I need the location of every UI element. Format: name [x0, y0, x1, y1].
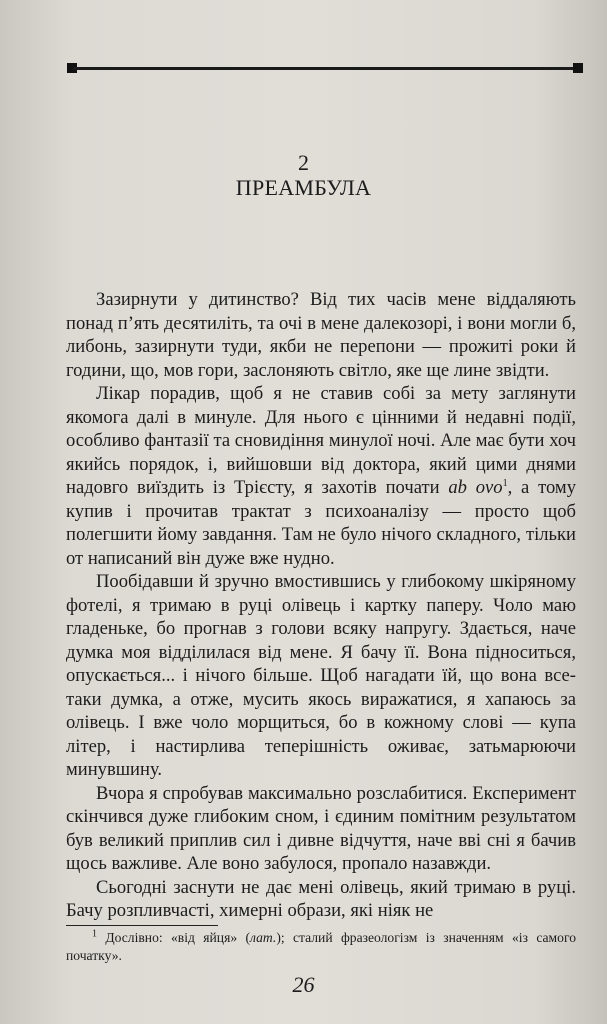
- paragraph-4: [66, 782, 576, 876]
- paragraph-text: Лікар порадив, щоб я не ставив собі за мету заглянути якомога далі в минуле. Для нього є цінними й недавні події, особливо фантазії та сновидіння минулої ночі. Але має бути хоч якийсь порядок, і, вийшовши від доктора, який цими днями надовго виїздить із Трієсту, я захотів почати: [66, 383, 576, 498]
- footnote-divider: [66, 925, 218, 926]
- latin-phrase: ab ovo: [448, 477, 503, 498]
- footnote: [66, 929, 576, 965]
- header-rule: [67, 63, 583, 75]
- footnote-marker: 1: [502, 477, 508, 489]
- chapter-number: 2: [298, 150, 309, 175]
- paragraph-text: Пообідавши й зручно вмостившись у глибокому шкіряному фотелі, я тримаю в руці олівець і картку паперу. Чоло маю гладеньке, бо прогнав з голови всяку напругу. Здається, наче думка моя відділилася від мене. Я бачу її. Вона підноситься, опускається... і нічого більше. Щоб нагадати їй, що вона все-таки думка, а отже, мусить якось виражатися, я хапаюсь за олівець. І вже чоло морщиться, бо в кожному слові — купа літер, і настирлива теперішність оживає, затьмарюючи минувшину.: [66, 571, 576, 780]
- paragraph-text: Зазирнути у дитинство? Від тих часів мене віддаляють понад п’ять десятиліть, та очі в мене далекозорі, і вони могли б, либонь, зазирнути туди, якби не перепони — прожиті роки й години, що, мов гори, заслоняють світло, яке ще лине звідти.: [66, 289, 576, 381]
- paragraph-1: [66, 288, 576, 382]
- footnote-italic: лат.: [250, 930, 277, 945]
- page-number: 26: [292, 972, 315, 997]
- paragraph-3: [66, 570, 576, 782]
- paragraph-text: Вчора я спробував максимально розслабитися. Експеримент скінчився дуже глибоким сном, і єдиним помітним результатом був великий приплив сил і дивне відчуття, наче вві сні я бачив щось важливе. Але воно забулося, пропало назавжди.: [66, 782, 576, 874]
- footnote-number: 1: [92, 928, 97, 940]
- rule-line: [73, 67, 577, 70]
- paragraph-text: Сьогодні заснути не дає мені олівець, який тримаю в руці. Бачу розпливчасті, химерні образи, які ніяк не: [66, 876, 576, 921]
- body-text: [66, 288, 576, 923]
- paragraph-2: [66, 382, 576, 570]
- footnote-text: Дослівно: «від яйця» (: [97, 930, 251, 945]
- paragraph-text-continued: , а тому купив і прочитав трактат з психоаналізу — просто щоб полегшити йому завдання. Там не було нічого складного, тільки от написаний він дуже вже нудно.: [66, 477, 576, 569]
- rule-square-right: [573, 63, 583, 73]
- paragraph-5: [66, 876, 576, 923]
- footnote-text-continued: ); сталий фразеологізм із значенням «із самого початку».: [66, 930, 576, 963]
- chapter-title: ПРЕАМБУЛА: [235, 175, 372, 200]
